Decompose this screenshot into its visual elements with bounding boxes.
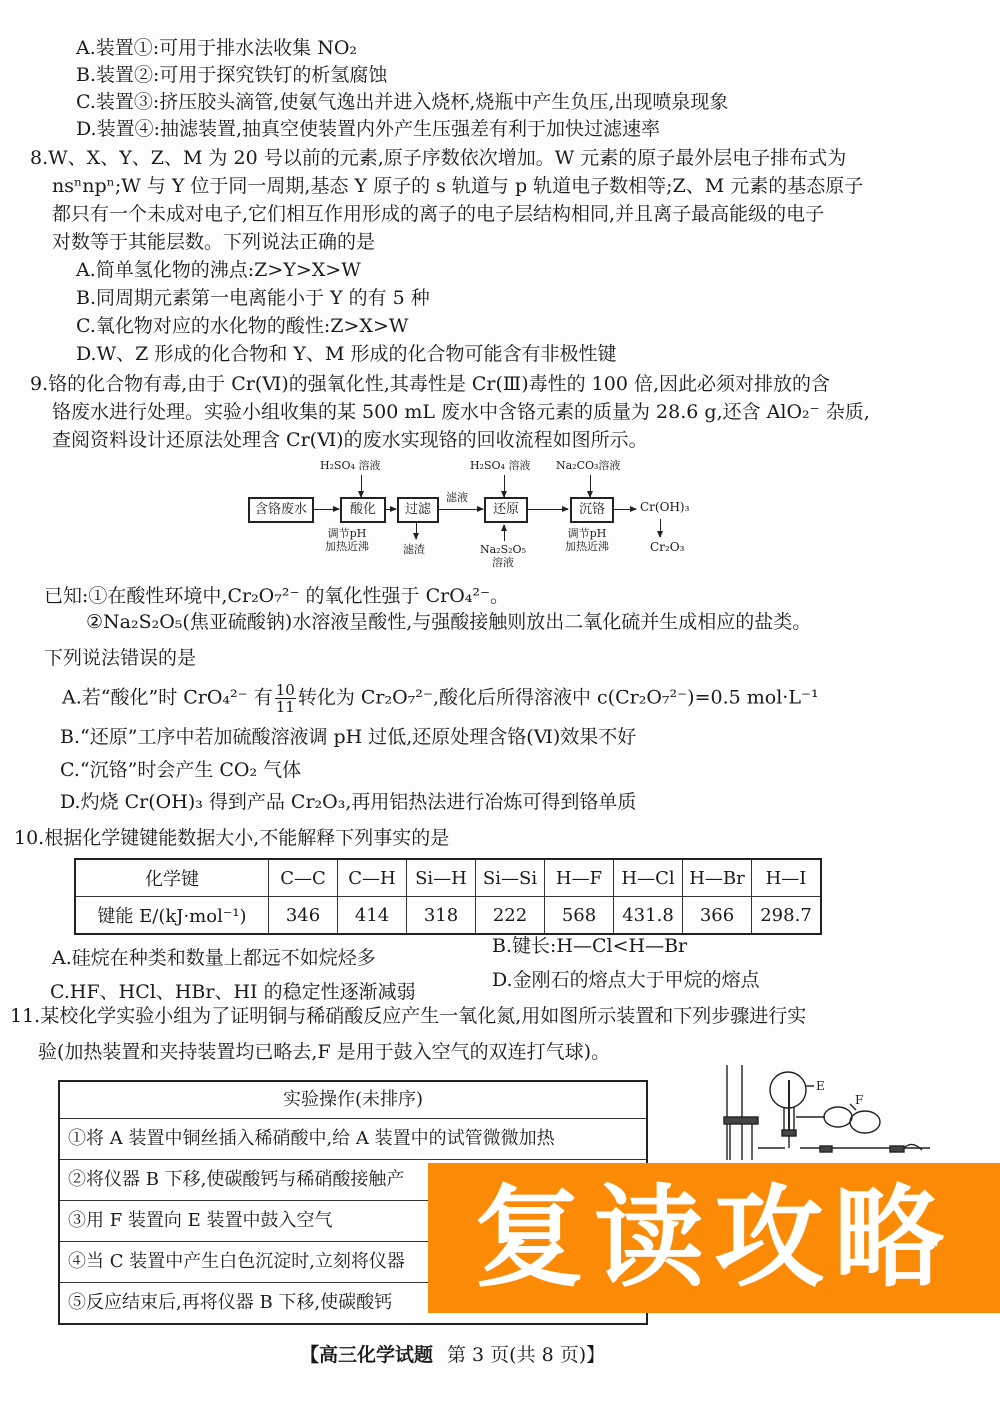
table-cell: H—F xyxy=(545,859,614,897)
q11-stem-line-1: 11.某校化学实验小组为了证明铜与稀硝酸反应产生一氧化氮,用如图所示装置和下列步骤进行实 xyxy=(10,1005,807,1027)
table-cell: 298.7 xyxy=(752,897,822,935)
table-row xyxy=(75,859,821,897)
table-cell: 222 xyxy=(476,897,545,935)
arrow-down-icon xyxy=(361,475,362,497)
watermark-banner: 复读攻略 xyxy=(428,1163,1000,1313)
table-header: 键能 E/(kJ·mol⁻¹) xyxy=(75,897,269,935)
table-cell: H—Br xyxy=(683,859,752,897)
table-cell: Si—Si xyxy=(476,859,545,897)
table-cell: Si—H xyxy=(407,859,476,897)
q10-option-c: C.HF、HCl、HBr、HI 的稳定性逐渐减弱 xyxy=(50,981,416,1003)
q10-option-b: B.键长:H—Cl<H—Br xyxy=(492,935,688,957)
q7-option-a: A.装置①:可用于排水法收集 NO₂ xyxy=(76,37,358,59)
table-row xyxy=(75,897,821,935)
box-acidify: 酸化 xyxy=(340,497,386,523)
q8-stem-line-2: nsⁿnpⁿ;W 与 Y 位于同一周期,基态 Y 原子的 s 轨道与 p 轨道电子数相等;Z、M 元素的基态原子 xyxy=(52,175,864,197)
arrow-up-icon xyxy=(504,525,505,541)
arrow-down-icon xyxy=(504,475,505,497)
arrow-down-icon xyxy=(590,475,591,497)
box-chromium-wastewater: 含铬废水 xyxy=(248,497,314,523)
reagent-precipitate: Na₂CO₃溶液 xyxy=(556,459,621,472)
q7-option-d: D.装置④:抽滤装置,抽真空使装置内外产生压强差有利于加快过滤速率 xyxy=(76,118,661,140)
table-cell: C—C xyxy=(269,859,338,897)
arrow-down-icon xyxy=(416,523,417,539)
q10-option-a: A.硅烷在种类和数量上都远不如烷烃多 xyxy=(52,947,376,969)
q7-option-c: C.装置③:挤压胶头滴管,使氨气逸出并进入烧杯,烧瓶中产生负压,出现喷泉现象 xyxy=(76,91,729,113)
table-row: ③用 F 装置向 E 装置中鼓入空气 xyxy=(60,1200,646,1241)
q7-option-b: B.装置②:可用于探究铁钉的析氢腐蚀 xyxy=(76,64,388,86)
table-cell: 366 xyxy=(683,897,752,935)
table-row: ②将仪器 B 下移,使碳酸钙与稀硝酸接触产 xyxy=(60,1159,646,1200)
chromium-recovery-flowchart xyxy=(240,455,710,580)
box-precipitate: 沉铬 xyxy=(570,497,614,523)
q9-known-1: 已知:①在酸性环境中,Cr₂O₇²⁻ 的氧化性强于 CrO₄²⁻。 xyxy=(44,585,510,607)
box-reduce: 还原 xyxy=(484,497,528,523)
apparatus-diagram xyxy=(690,1060,1000,1170)
q10-option-d: D.金刚石的熔点大于甲烷的熔点 xyxy=(492,969,760,991)
label-e: E xyxy=(816,1079,825,1093)
table-cell: 318 xyxy=(407,897,476,935)
filtrate-label: 滤液 xyxy=(446,491,468,504)
box-filter: 过滤 xyxy=(397,497,439,523)
arrow-right-icon xyxy=(614,509,636,510)
q8-option-a: A.简单氢化物的沸点:Z>Y>X>W xyxy=(76,259,361,281)
q9-option-d: D.灼烧 Cr(OH)₃ 得到产品 Cr₂O₃,再用铝热法进行冶炼可得到铬单质 xyxy=(60,791,637,813)
acidify-condition: 调节pH 加热近沸 xyxy=(325,527,369,553)
table-row: ④当 C 装置中产生白色沉淀时,立刻将仪器 xyxy=(60,1241,646,1282)
arrow-right-icon xyxy=(386,509,396,510)
q8-option-c: C.氧化物对应的水化物的酸性:Z>X>W xyxy=(76,315,409,337)
table-cell: 414 xyxy=(338,897,407,935)
precipitate-condition: 调节pH 加热近沸 xyxy=(565,527,609,553)
arrow-right-icon xyxy=(314,509,339,510)
table-cell: 346 xyxy=(269,897,338,935)
reagent-reduce-bottom: Na₂S₂O₅ 溶液 xyxy=(480,543,526,569)
table-cell: 431.8 xyxy=(614,897,683,935)
q8-stem-line-4: 对数等于其能层数。下列说法正确的是 xyxy=(52,231,376,253)
table-cell: H—I xyxy=(752,859,822,897)
label-f: F xyxy=(855,1093,864,1107)
arrow-right-icon xyxy=(528,509,568,510)
arrow-down-icon xyxy=(660,519,661,537)
fraction: $\frac{10}{11}$ xyxy=(275,681,295,716)
q8-stem-line-3: 都只有一个未成对电子,它们相互作用形成的离子的电子层结构相同,并且离子最高能级的电子 xyxy=(52,203,825,225)
q9-stem-line-2: 铬废水进行处理。实验小组收集的某 500 mL 废水中含铬元素的质量为 28.6 g,还含 AlO₂⁻ 杂质, xyxy=(52,401,870,423)
residue-label: 滤渣 xyxy=(403,543,425,556)
q9-ask: 下列说法错误的是 xyxy=(44,647,197,669)
reagent-acidify: H₂SO₄ 溶液 xyxy=(320,459,381,472)
arrow-right-icon xyxy=(439,509,483,510)
q8-stem-line-1: 8.W、X、Y、Z、M 为 20 号以前的元素,原子序数依次增加。W 元素的原子最外层电子排布式为 xyxy=(30,147,847,169)
table-row: ①将 A 装置中铜丝插入稀硝酸中,给 A 装置中的试管微微加热 xyxy=(60,1118,646,1159)
table-cell: H—Cl xyxy=(614,859,683,897)
q8-option-d: D.W、Z 形成的化合物和 Y、M 形成的化合物可能含有非极性键 xyxy=(76,343,617,365)
table-cell: 568 xyxy=(545,897,614,935)
apparatus-icon xyxy=(690,1060,1000,1170)
q10-stem: 10.根据化学键键能数据大小,不能解释下列事实的是 xyxy=(14,827,450,849)
bond-energy-table xyxy=(74,858,822,935)
q8-option-b: B.同周期元素第一电离能小于 Y 的有 5 种 xyxy=(76,287,430,309)
q9-stem-line-3: 查阅资料设计还原法处理含 Cr(Ⅵ)的废水实现铬的回收流程如图所示。 xyxy=(52,429,648,451)
q9-known-2: ②Na₂S₂O₅(焦亚硫酸钠)水溶液呈酸性,与强酸接触则放出二氧化硫并生成相应的盐类。 xyxy=(86,611,812,633)
product-cr2o3: Cr₂O₃ xyxy=(650,540,685,554)
q9-stem-line-1: 9.铬的化合物有毒,由于 Cr(Ⅵ)的强氧化性,其毒性是 Cr(Ⅲ)毒性的 100 倍,因此必须对排放的含 xyxy=(30,373,831,395)
q11-stem-line-2: 验(加热装置和夹持装置均已略去,F 是用于鼓入空气的双连打气球)。 xyxy=(38,1041,611,1063)
q9-option-a: A.若“酸化”时 CrO₄²⁻ 有 $\frac{10}{11}$ 转化为 Cr₂O₇²⁻,酸化后所得溶液中 c(Cr₂O₇²⁻)=0.5 mol·L⁻¹ xyxy=(62,681,819,716)
product-cr-oh3: Cr(OH)₃ xyxy=(640,500,690,514)
table-row: ⑤反应结束后,再将仪器 B 下移,使碳酸钙 xyxy=(60,1282,646,1323)
table-header: 化学键 xyxy=(75,859,269,897)
page-footer: 【高三化学试题 第 3 页(共 8 页)】 xyxy=(300,1344,606,1366)
q9-option-c: C.“沉铬”时会产生 CO₂ 气体 xyxy=(60,759,302,781)
table-header: 实验操作(未排序) xyxy=(282,1089,424,1110)
table-cell: C—H xyxy=(338,859,407,897)
reagent-reduce-top: H₂SO₄ 溶液 xyxy=(470,459,531,472)
q9-option-b: B.“还原”工序中若加硫酸溶液调 pH 过低,还原处理含铬(Ⅵ)效果不好 xyxy=(60,726,637,748)
